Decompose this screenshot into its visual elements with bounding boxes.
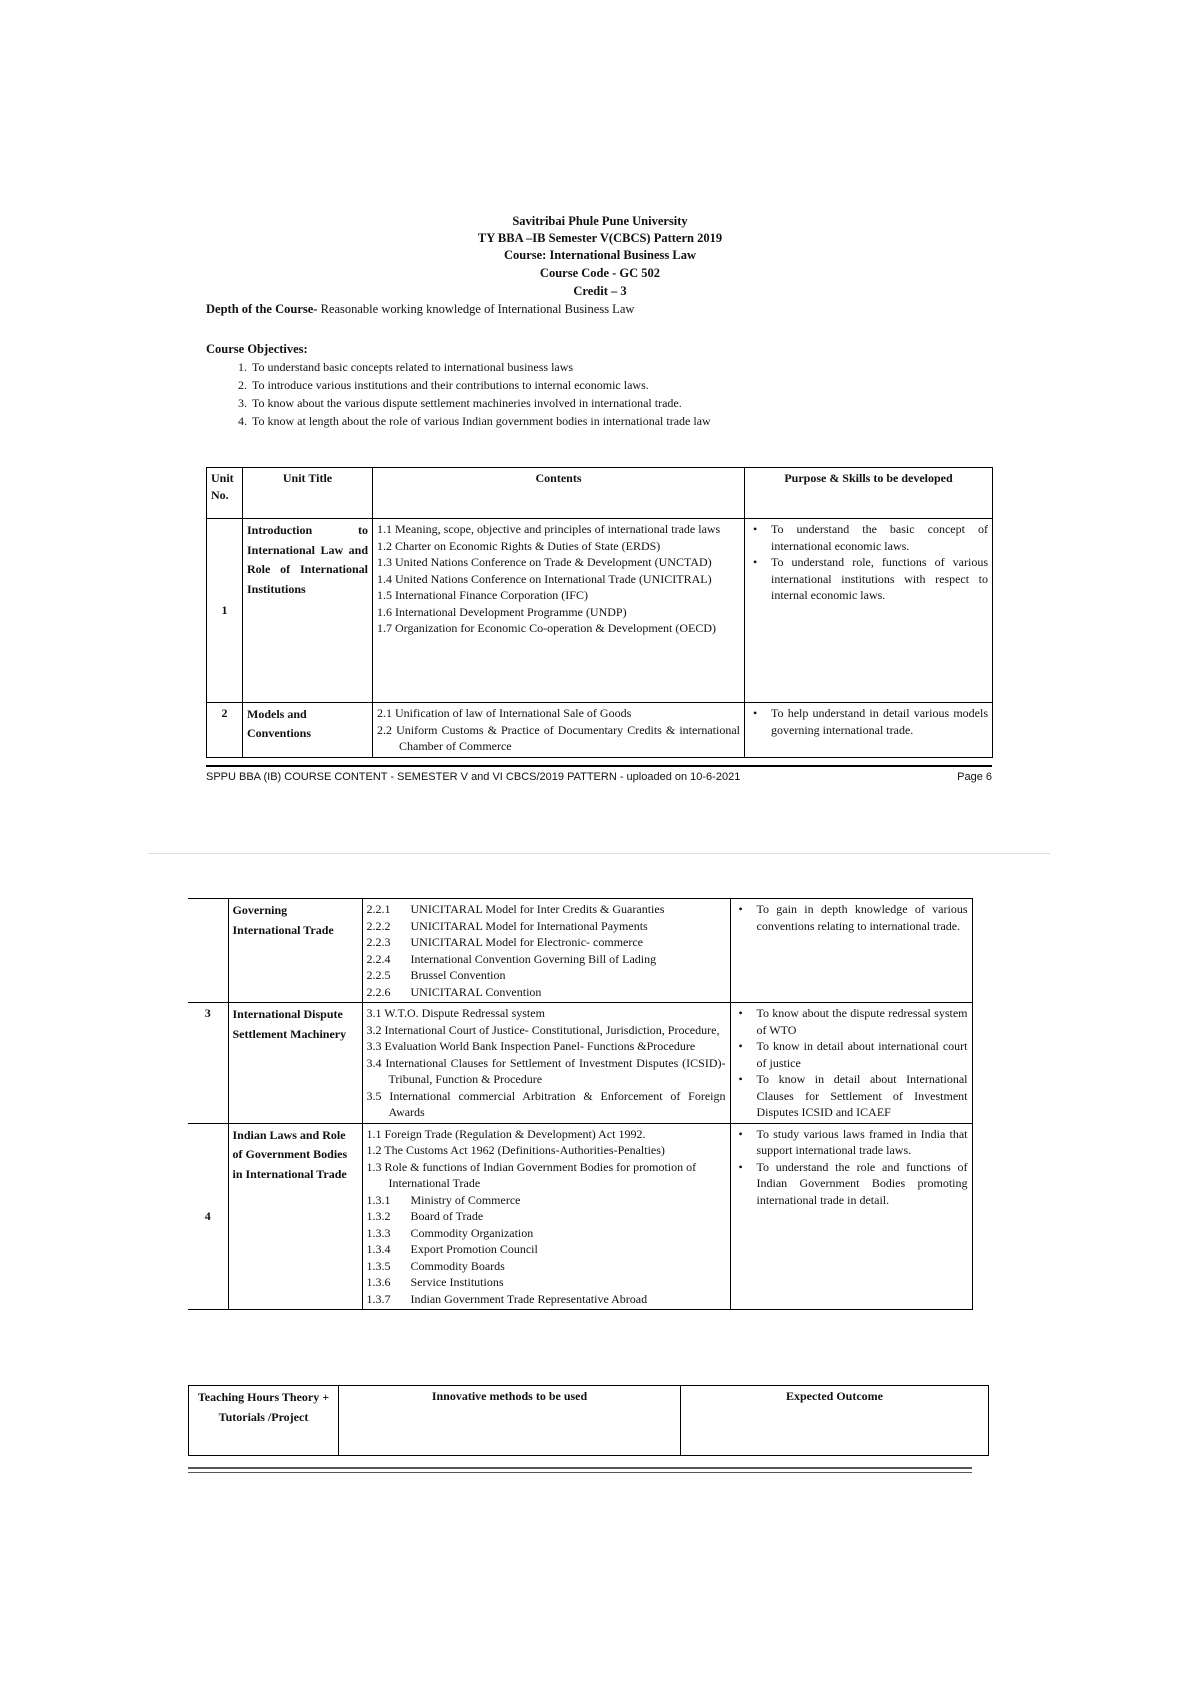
- objectives-list: [206, 358, 711, 430]
- objectives-title: Course Objectives:: [206, 342, 308, 356]
- content-item: 2.2 Uniform Customs & Practice of Documentary Credits & international Chamber of Commerce: [377, 722, 740, 753]
- purpose-item: • To know in detail about International Clauses for Settlement of Investment Disputes ICSID and ICAEF: [757, 1071, 968, 1121]
- unit-number: 4: [188, 1123, 228, 1310]
- purpose-item: • To know in detail about international court of justice: [757, 1038, 968, 1071]
- header-unit-title: Unit Title: [243, 468, 373, 519]
- unit-title: Indian Laws and Role of Government Bodies in International Trade: [228, 1123, 362, 1310]
- units-table-page6: [206, 467, 993, 758]
- unit-title: International Dispute Settlement Machinery: [228, 1003, 362, 1124]
- course-code: Course Code - GC 502: [539, 266, 661, 280]
- depth-text: Reasonable working knowledge of International Business Law: [317, 302, 635, 316]
- page-footer: [206, 771, 992, 783]
- objective-item: 3. To know about the various dispute settlement machineries involved in international trade.: [250, 394, 711, 412]
- purpose-item: • To understand the basic concept of international economic laws.: [771, 521, 988, 554]
- teaching-hours-header: Teaching Hours Theory + Tutorials /Project: [189, 1386, 339, 1456]
- teaching-hours-table: [188, 1385, 989, 1456]
- subcontent-item: 2.2.4 International Convention Governing Bill of Lading: [366, 951, 657, 966]
- content-item: 1.4 United Nations Conference on International Trade (UNICITRAL): [377, 571, 712, 586]
- table-row-unit-3: [188, 1003, 972, 1124]
- unit-title-continued: Governing International Trade: [228, 899, 362, 1003]
- subcontent-item: 1.3.5 Commodity Boards: [366, 1258, 505, 1273]
- unit-purpose: [730, 1003, 972, 1124]
- unit-purpose: [745, 519, 993, 703]
- subcontent-item: 2.2.3 UNICITARAL Model for Electronic- commerce: [366, 935, 644, 949]
- unit-contents: [362, 899, 730, 1003]
- content-item: 1.3 United Nations Conference on Trade & Development (UNCTAD): [377, 555, 712, 569]
- unit-number: 2: [207, 703, 243, 758]
- objective-item: 1. To understand basic concepts related to international business laws: [250, 358, 711, 376]
- header-purpose: Purpose & Skills to be developed: [745, 468, 993, 519]
- unit-title: Models and Conventions: [243, 703, 373, 758]
- footer-text: SPPU BBA (IB) COURSE CONTENT - SEMESTER V and VI CBCS/2019 PATTERN - uploaded on 10-6-2021: [206, 771, 741, 783]
- purpose-item: • To understand role, functions of various international institutions with respect to internal economic laws.: [771, 554, 988, 604]
- objective-item: 2. To introduce various institutions and their contributions to internal economic laws.: [250, 376, 711, 394]
- subcontent-item: 2.2.2 UNICITARAL Model for International Payments: [366, 918, 648, 933]
- purpose-item: • To study various laws framed in India that support international trade laws.: [757, 1126, 968, 1159]
- units-table-page7: [188, 898, 973, 1310]
- purpose-item: • To know about the dispute redressal system of WTO: [757, 1005, 968, 1038]
- content-item: 1.6 International Development Programme (UNDP): [377, 604, 627, 619]
- double-rule: [188, 1467, 972, 1473]
- content-item: 3.5 International commercial Arbitration & Enforcement of Foreign Awards: [366, 1088, 726, 1119]
- unit-contents: [362, 1003, 730, 1124]
- page-separator: [148, 853, 1050, 854]
- expected-outcome-header: Expected Outcome: [681, 1386, 989, 1456]
- teaching-hours-row: [189, 1386, 989, 1456]
- content-item: 3.2 International Court of Justice- Constitutional, Jurisdiction, Procedure,: [366, 1022, 720, 1037]
- subcontent-item: 1.3.2 Board of Trade: [366, 1209, 484, 1223]
- program-title: TY BBA –IB Semester V(CBCS) Pattern 2019: [477, 231, 723, 245]
- content-item: 1.1 Foreign Trade (Regulation & Development) Act 1992.: [366, 1126, 646, 1141]
- unit-number: 3: [188, 1003, 228, 1124]
- course-depth: [206, 302, 634, 317]
- unit-contents: [373, 703, 745, 758]
- unit-contents: [373, 519, 745, 703]
- subcontent-item: 2.2.5 Brussel Convention: [366, 968, 506, 982]
- table-header-row: [207, 468, 993, 519]
- university-name: Savitribai Phule Pune University: [512, 214, 688, 228]
- content-item: 1.2 Charter on Economic Rights & Duties of State (ERDS): [377, 538, 661, 553]
- purpose-item: • To help understand in detail various models governing international trade.: [771, 705, 988, 738]
- content-item: 1.2 The Customs Act 1962 (Definitions-Authorities-Penalties): [366, 1143, 665, 1157]
- innovative-methods-header: Innovative methods to be used: [339, 1386, 681, 1456]
- content-item: 2.1 Unification of law of International Sale of Goods: [377, 706, 632, 720]
- unit-contents: [362, 1123, 730, 1310]
- header-unit-no: Unit No.: [207, 468, 243, 519]
- content-item: 3.1 W.T.O. Dispute Redressal system: [366, 1006, 545, 1020]
- unit-purpose: [730, 899, 972, 1003]
- purpose-item: • To gain in depth knowledge of various conventions relating to international trade.: [757, 901, 968, 934]
- unit-purpose: [745, 703, 993, 758]
- header-contents: Contents: [373, 468, 745, 519]
- table-row-unit-1: [207, 519, 993, 703]
- content-item: 1.5 International Finance Corporation (IFC): [377, 588, 588, 602]
- unit-title: Introduction to International Law and Role of International Institutions: [243, 519, 373, 703]
- depth-label: Depth of the Course-: [206, 302, 318, 316]
- content-item: 1.3 Role & functions of Indian Government Bodies for promotion of International Trade: [366, 1159, 697, 1190]
- content-item: 3.3 Evaluation World Bank Inspection Panel- Functions &Procedure: [366, 1039, 696, 1053]
- course-title: Course: International Business Law: [503, 248, 697, 262]
- table-row-unit-4: [188, 1123, 972, 1310]
- content-item: 1.1 Meaning, scope, objective and principles of international trade laws: [377, 522, 721, 536]
- course-credit: Credit – 3: [573, 284, 627, 298]
- content-item: 1.7 Organization for Economic Co-operation & Development (OECD): [377, 621, 717, 635]
- unit-number-blank: [188, 899, 228, 1003]
- table-row-unit-2: [207, 703, 993, 758]
- page-number: Page 6: [957, 771, 992, 783]
- subcontent-item: 1.3.6 Service Institutions: [366, 1275, 504, 1289]
- subcontent-item: 2.2.6 UNICITARAL Convention: [366, 984, 542, 999]
- subcontent-item: 1.3.3 Commodity Organization: [366, 1225, 534, 1240]
- subcontent-item: 1.3.1 Ministry of Commerce: [366, 1192, 521, 1207]
- footer-rule: [206, 765, 992, 767]
- unit-purpose: [730, 1123, 972, 1310]
- subcontent-item: 2.2.1 UNICITARAL Model for Inter Credits & Guaranties: [366, 902, 665, 916]
- subcontent-item: 1.3.4 Export Promotion Council: [366, 1242, 538, 1256]
- subcontent-item: 1.3.7 Indian Government Trade Representative Abroad: [366, 1291, 648, 1306]
- purpose-item: • To understand the role and functions of Indian Government Bodies promoting international trade in detail.: [757, 1159, 968, 1209]
- table-row-unit-2-continued: [188, 899, 972, 1003]
- unit-number: 1: [207, 519, 243, 703]
- content-item: 3.4 International Clauses for Settlement of Investment Disputes (ICSID)- Tribunal, Function & Procedure: [366, 1055, 726, 1086]
- objective-item: 4. To know at length about the role of various Indian government bodies in international trade law: [250, 412, 711, 430]
